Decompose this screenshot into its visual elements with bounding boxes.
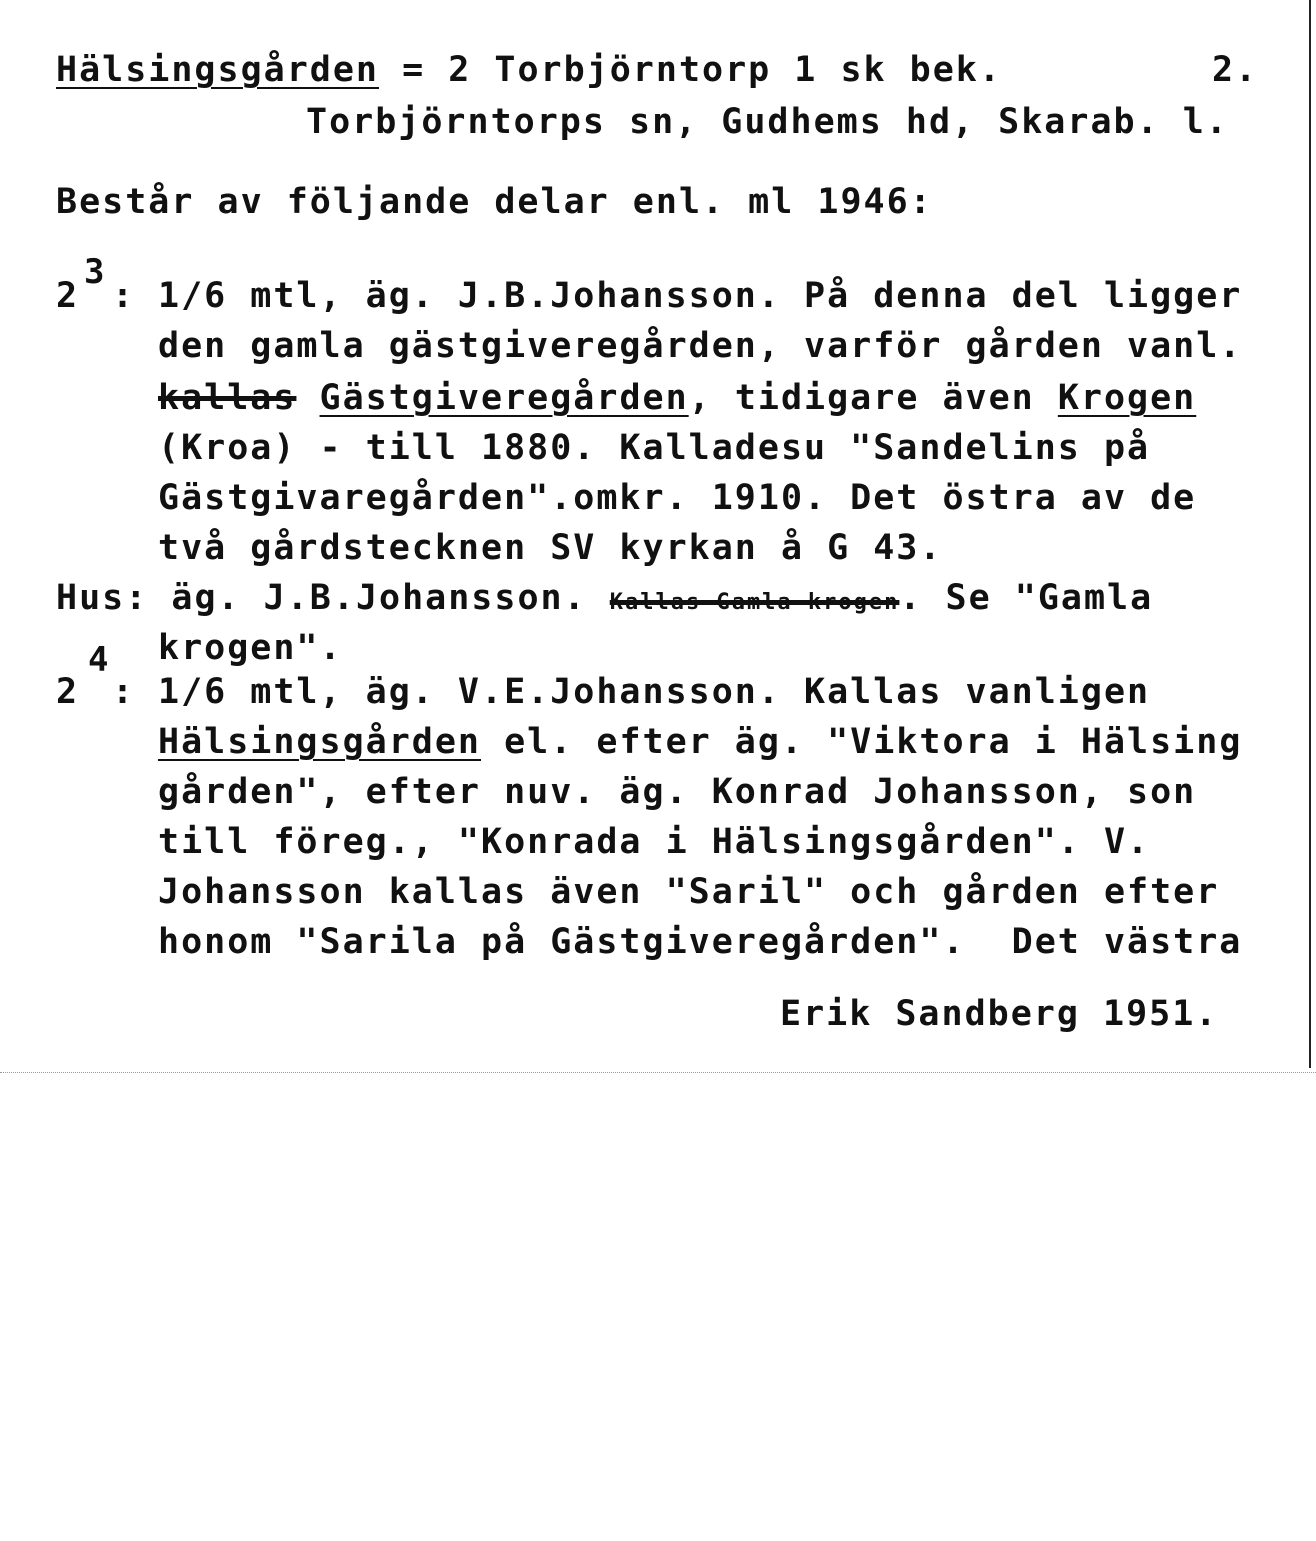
section-2-4-line-1: 1/6 mtl, äg. V.E.Johansson. Kallas vanligen	[158, 672, 1151, 712]
section-2-3-number: 2	[56, 276, 80, 316]
section-2-3-line-4: (Kroa) - till 1880. Kalladesu "Sandelins på	[158, 428, 1151, 468]
section-2-3-line-1: 1/6 mtl, äg. J.B.Johansson. På denna del ligger	[158, 276, 1243, 316]
hus-label: Hus:	[56, 578, 149, 618]
card-number: 2.	[1212, 50, 1259, 90]
name-halsingsgarden: Hälsingsgården	[158, 722, 482, 762]
name-gastgiveregarden: Gästgiveregården	[319, 378, 689, 418]
section-2-4-line-6: honom "Sarila på Gästgiveregården". Det västra	[158, 922, 1243, 962]
section-2-3-line-3: kallas Gästgiveregården, tidigare även Krogen	[158, 378, 1197, 418]
hus-struck-text: Kallas Gamla krogen	[609, 590, 900, 615]
section-2-4-line-4: till föreg., "Konrada i Hälsingsgården". V.	[158, 822, 1151, 862]
header-line	[56, 50, 1002, 90]
section-2-3-separator: :	[112, 276, 136, 316]
location-line: Torbjörntorps sn, Gudhems hd, Skarab. l.	[306, 102, 1229, 142]
intro-line: Består av följande delar enl. ml 1946:	[56, 182, 933, 222]
name-krogen: Krogen	[1057, 378, 1197, 418]
hus-line: Hus: äg. J.B.Johansson. Kallas Gamla krogen. Se "Gamla	[56, 578, 1154, 618]
section-2-4-superscript: 4	[88, 640, 109, 680]
section-2-4-separator: :	[112, 672, 136, 712]
section-2-3-superscript: 3	[84, 252, 105, 292]
struck-word: kallas	[158, 378, 297, 418]
section-2-4-number: 2	[56, 672, 80, 712]
signature: Erik Sandberg 1951.	[780, 994, 1219, 1034]
section-2-3-line-5: Gästgivaregården".omkr. 1910. Det östra av de	[158, 478, 1197, 518]
section-2-3-line-2: den gamla gästgiveregården, varför gården vanl.	[158, 326, 1243, 366]
section-2-4-line-3: gården", efter nuv. äg. Konrad Johansson, son	[158, 772, 1197, 812]
section-2-3-line-6: två gårdstecknen SV kyrkan å G 43.	[158, 528, 943, 568]
hus-line-2: krogen".	[158, 628, 343, 668]
farm-title: Hälsingsgården	[56, 50, 380, 90]
section-2-4-line-5: Johansson kallas även "Saril" och gården efter	[158, 872, 1220, 912]
card-right-edge	[1309, 0, 1311, 1068]
section-2-4-line-2: Hälsingsgården el. efter äg. "Viktora i Hälsing	[158, 722, 1243, 762]
card-bottom-edge	[0, 1072, 1316, 1073]
farm-title-rest: = 2 Torbjörntorp 1 sk bek.	[379, 50, 1002, 90]
